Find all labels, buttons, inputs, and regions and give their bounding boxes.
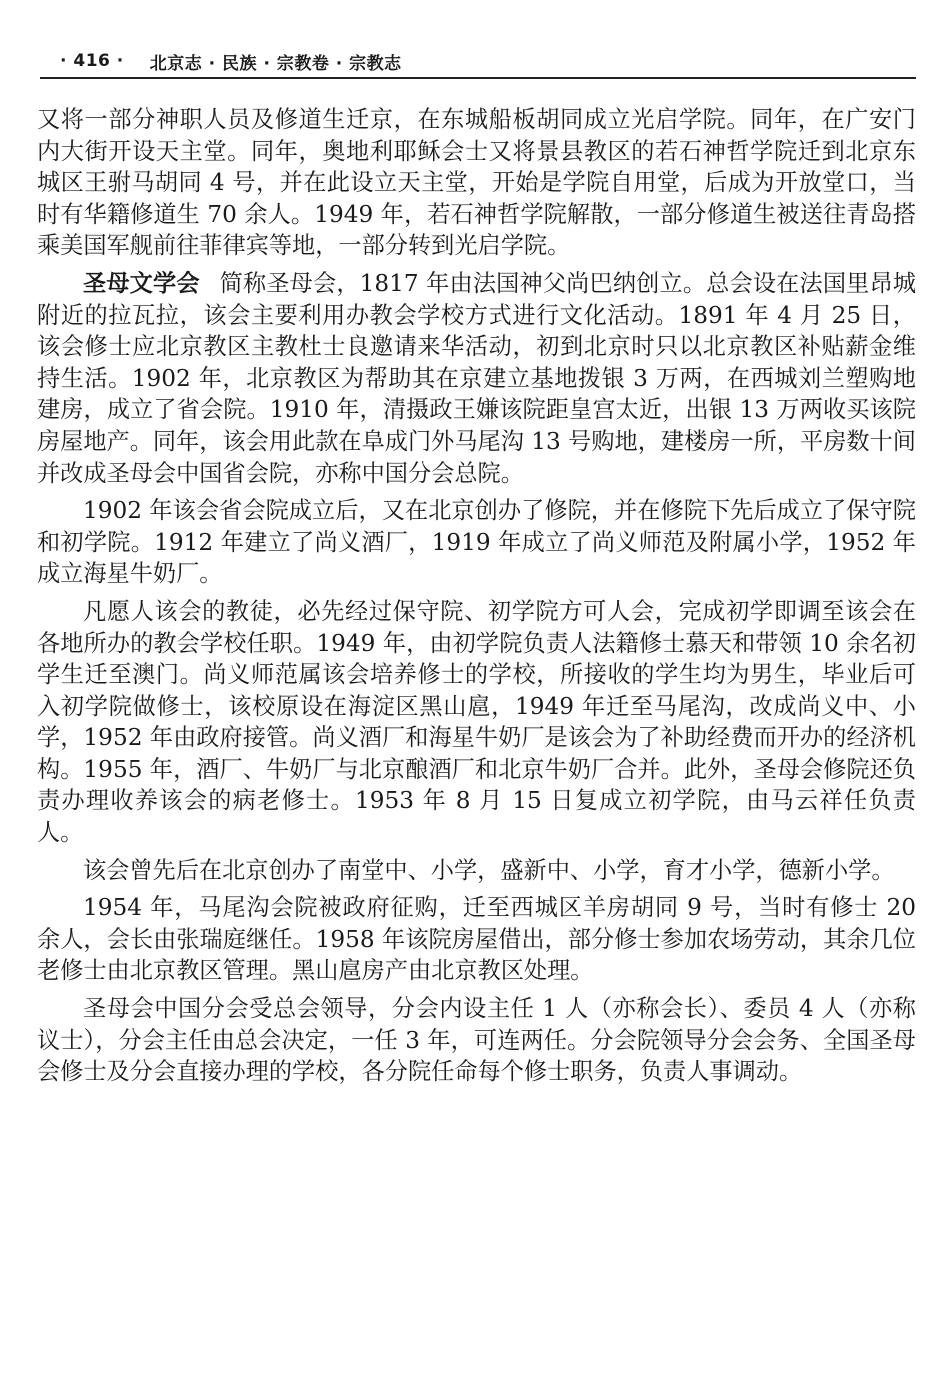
paragraph-text: 圣母会中国分会受总会领导，分会内设主任 1 人（亦称会长）、委员 4 人（亦称议士），分会主任由总会决定，一任 3 年，可连两任。分会院领导分会会务、全国圣母会修士及分会直接办理的学校，各分院任命每个修士职务，负责人事调动。 bbox=[37, 995, 916, 1086]
paragraph bbox=[37, 104, 916, 262]
entry-title: 圣母文学会 bbox=[83, 269, 200, 297]
paragraph bbox=[37, 596, 916, 849]
paragraph-text: 简称圣母会，1817 年由法国神父尚巴纳创立。总会设在法国里昂城附近的拉瓦拉，该会主要利用办教会学校方式进行文化活动。1891 年 4 月 25 日，该会修士应北京教区主教杜士良邀请来华活动，初到北京时只以北京教区补贴薪金维持生活。1902 年，北京教区为帮助其在京建立基地拨银 3 万两，在西城刘兰塑购地建房，成立了省会院。1910 年，清摄政王嫌该院距皇宫太近，出银 13 万两收买该院房屋地产。同年，该会用此款在阜成门外马尾沟 13 号购地，建楼房一所，平房数十间并改成圣母会中国省会院，亦称中国分会总院。 bbox=[37, 269, 917, 487]
running-title: 北京志 · 民族 · 宗教卷 · 宗教志 bbox=[149, 53, 402, 74]
paragraph-text: 该会曾先后在北京创办了南堂中、小学，盛新中、小学，育才小学，德新小学。 bbox=[83, 856, 895, 884]
body-text bbox=[37, 104, 916, 1088]
paragraph-text: 又将一部分神职人员及修道生迁京，在东城船板胡同成立光启学院。同年，在广安门内大街开设天主堂。同年，奥地利耶稣会士又将景县教区的若石神哲学院迁到北京东城区王驸马胡同 4 号，并在此设立天主堂，开始是学院自用堂，后成为开放堂口，当时有华籍修道生 70 余人。1949 年，若石神哲学院解散，一部分修道生被送往青岛搭乘美国军舰前往菲律宾等地，一部分转到光启学院。 bbox=[37, 106, 916, 260]
paragraph-text: 1902 年该会省会院成立后，又在北京创办了修院，并在修院下先后成立了保守院和初学院。1912 年建立了尚义酒厂，1919 年成立了尚义师范及附属小学，1952 年成立海星牛奶厂。 bbox=[37, 497, 916, 588]
paragraph bbox=[37, 855, 916, 887]
paragraph-text: 1954 年，马尾沟会院被政府征购，迁至西城区羊房胡同 9 号，当时有修士 20 余人，会长由张瑞庭继任。1958 年该院房屋借出，部分修士参加农场劳动，其余几位老修士由北京教区管理。黑山扈房产由北京教区处理。 bbox=[37, 894, 916, 985]
page-number: · 416 · bbox=[60, 51, 124, 71]
paragraph-text: 凡愿人该会的教徒，必先经过保守院、初学院方可人会，完成初学即调至该会在各地所办的教会学校任职。1949 年，由初学院负责人法籍修士慕天和带领 10 余名初学生迁至澳门。尚义师范属该会培养修士的学校，所接收的学生均为男生，毕业后可入初学院做修士，该校原设在海淀区黑山扈，1949 年迁至马尾沟，改成尚义中、小学，1952 年由政府接管。尚义酒厂和海星牛奶厂是该会为了补助经费而开办的经济机构。1955 年，酒厂、牛奶厂与北京酿酒厂和北京牛奶厂合并。此外，圣母会修院还负责办理收养该会的病老修士。1953 年 8 月 15 日复成立初学院，由马云祥任负责人。 bbox=[37, 597, 916, 847]
header-rule bbox=[40, 77, 916, 79]
paragraph bbox=[37, 495, 916, 590]
paragraph bbox=[37, 268, 916, 489]
paragraph bbox=[37, 892, 916, 987]
page-header bbox=[60, 48, 402, 74]
paragraph bbox=[37, 993, 916, 1088]
